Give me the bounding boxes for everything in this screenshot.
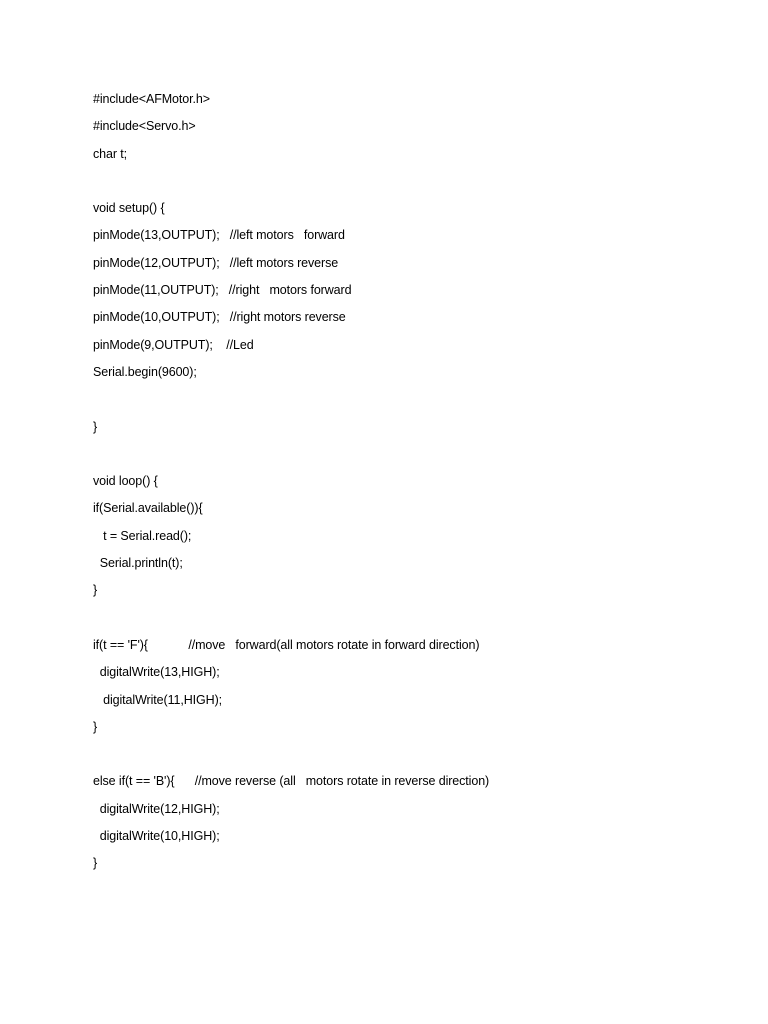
code-line-blank <box>93 441 733 468</box>
code-line-pinmode-12: pinMode(12,OUTPUT); //left motors reverse <box>93 255 339 270</box>
code-line-digitalwrite-12: digitalWrite(12,HIGH); <box>93 801 220 816</box>
code-line-serial-begin: Serial.begin(9600); <box>93 364 197 379</box>
code-line-block-end: } <box>93 719 98 734</box>
code-line-blank <box>93 741 733 768</box>
code-line-if-forward: if(t == 'F'){ //move forward(all motors rotate in forward direction) <box>93 637 480 652</box>
code-line-else-if-reverse: else if(t == 'B'){ //move reverse (all motors rotate in reverse direction) <box>93 774 490 789</box>
code-line-serial-read: t = Serial.read(); <box>93 528 192 543</box>
code-line-char-declaration: char t; <box>93 146 128 161</box>
code-line-digitalwrite-11: digitalWrite(11,HIGH); <box>93 692 223 707</box>
code-line-pinmode-11: pinMode(11,OUTPUT); //right motors forward <box>93 283 352 298</box>
code-line-include-servo: #include<Servo.h> <box>93 119 196 134</box>
code-line-include-afmotor: #include<AFMotor.h> <box>93 92 210 106</box>
code-line-serial-println: Serial.println(t); <box>93 556 183 571</box>
code-line-loop-start: void loop() { <box>93 474 158 489</box>
code-line-digitalwrite-10: digitalWrite(10,HIGH); <box>93 829 220 844</box>
code-line-pinmode-9: pinMode(9,OUTPUT); //Led <box>93 337 254 352</box>
code-line-serial-available: if(Serial.available()){ <box>93 501 203 516</box>
code-line-pinmode-10: pinMode(10,OUTPUT); //right motors reverse <box>93 310 346 325</box>
code-line-setup-end: } <box>93 419 98 434</box>
code-line-digitalwrite-13: digitalWrite(13,HIGH); <box>93 665 220 680</box>
code-line-setup-start: void setup() { <box>93 201 165 216</box>
code-line-block-end: } <box>93 583 98 598</box>
code-line-blank <box>93 386 733 413</box>
code-line-blank <box>93 605 733 632</box>
code-line-block-end: } <box>93 856 98 871</box>
code-listing <box>93 86 733 878</box>
code-line-pinmode-13: pinMode(13,OUTPUT); //left motors forward <box>93 228 345 243</box>
code-line-blank <box>93 168 733 195</box>
